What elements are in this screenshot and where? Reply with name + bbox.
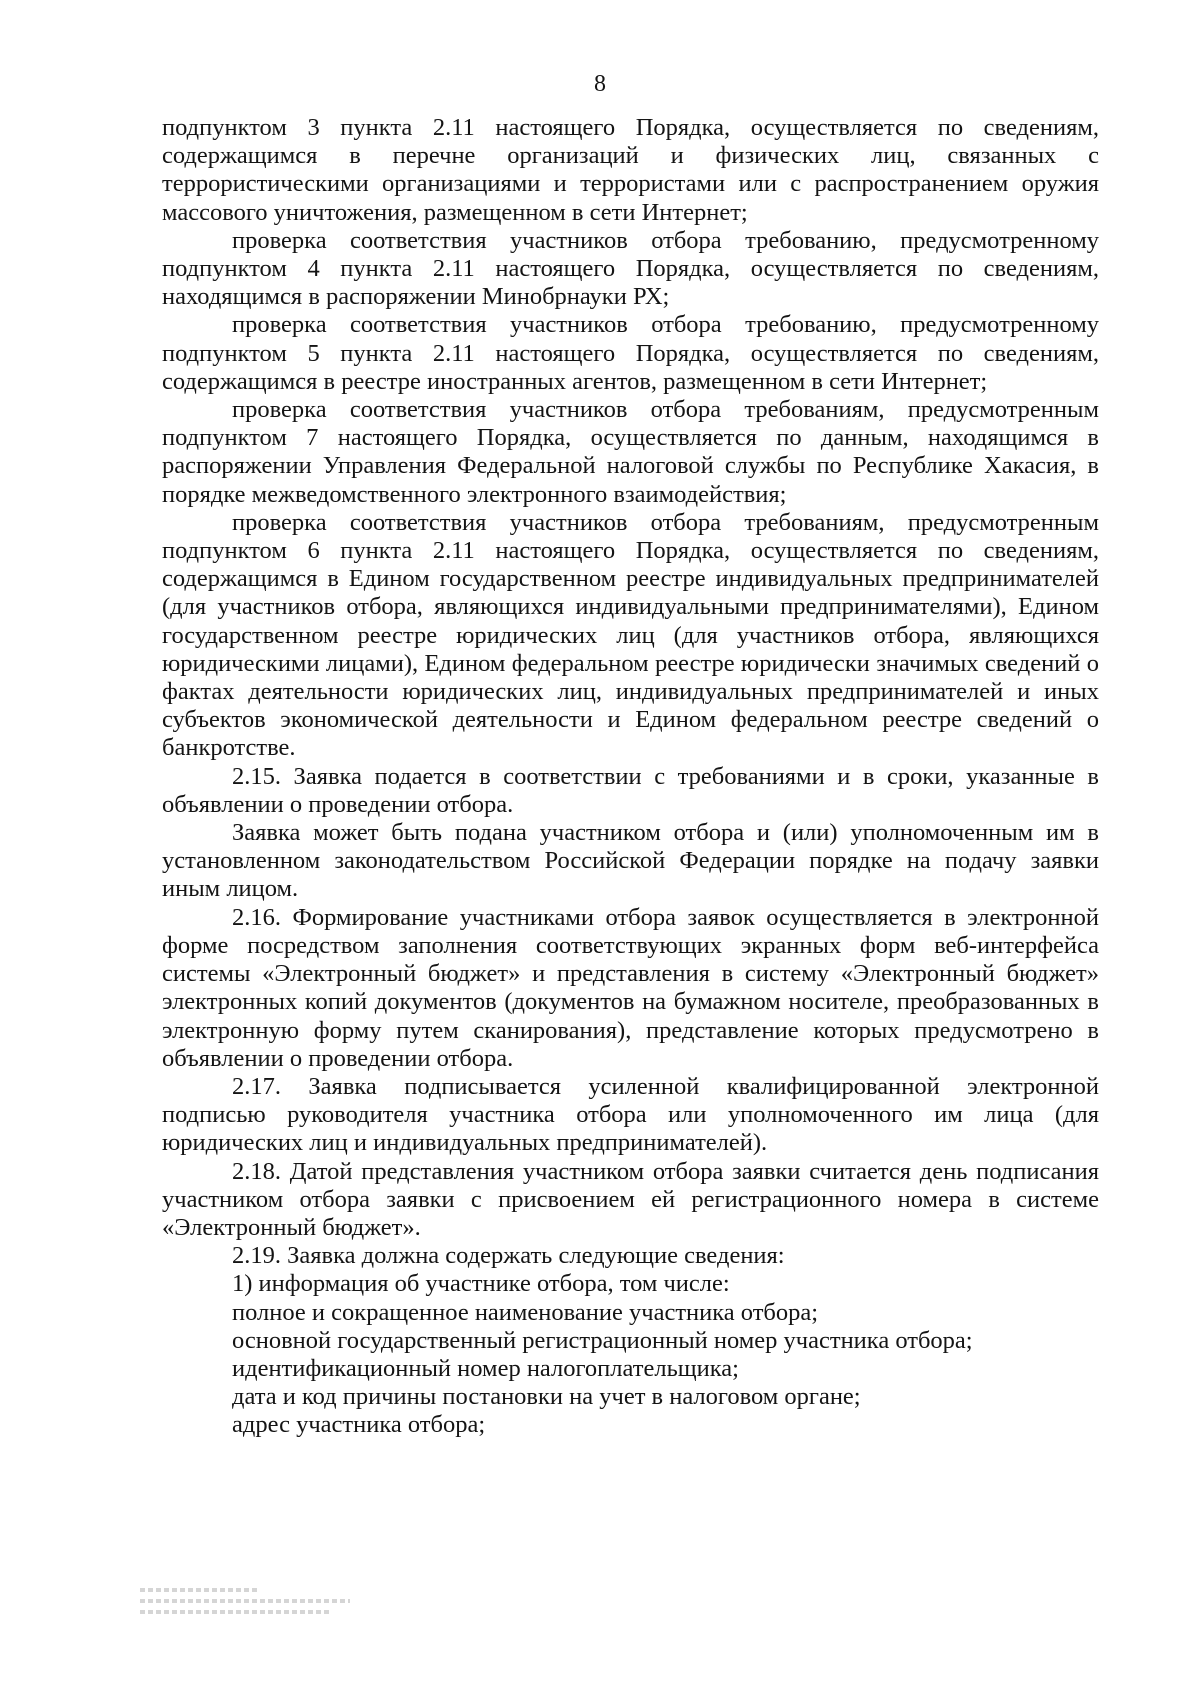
list-item-ogrn: основной государственный регистрационный номер участника отбора; (232, 1326, 973, 1354)
paragraph-application-submitter: Заявка может быть подана участником отбора и (или) уполномоченным им в установленном законодательством Российской Федерации порядке на подачу заявки иным лицом. (162, 819, 1099, 903)
stamp-line (140, 1610, 330, 1614)
faded-stamp (140, 1588, 360, 1644)
paragraph-2-19: 2.19. Заявка должна содержать следующие сведения: (232, 1242, 785, 1270)
paragraph-2-17: 2.17. Заявка подписывается усиленной квалифицированной электронной подписью руководителя участника отбора или уполномоченного им лица (для юридических лиц и индивидуальных предпринимателей). (162, 1072, 1099, 1157)
stamp-line (140, 1599, 350, 1603)
paragraph-2-16: 2.16. Формирование участниками отбора заявок осуществляется в электронной форме посредством заполнения соответствующих экранных форм веб-интерфейса системы «Электронный бюджет» и представления в систему «Электронный бюджет» электронных копий документов (документов на бумажном носителе, преобразованных в электронную форму путем сканирования), представление которых предусмотрено в объявлении о проведении отбора. (162, 903, 1099, 1072)
document-body (162, 114, 1099, 1440)
list-item-participant-info: 1) информация об участнике отбора, том числе: (232, 1270, 730, 1298)
paragraph-check-subitem-4: проверка соответствия участников отбора требованию, предусмотренному подпунктом 4 пункта 2.11 настоящего Порядка, осуществляется по сведениям, находящимся в распоряжении Минобрнауки РХ; (162, 226, 1099, 311)
stamp-line (140, 1588, 260, 1592)
list-item-kpp: дата и код причины постановки на учет в налоговом органе; (232, 1383, 861, 1411)
page-number: 8 (594, 71, 606, 97)
list-item-full-name: полное и сокращенное наименование участника отбора; (232, 1298, 819, 1326)
list-item-address: адрес участника отбора; (232, 1411, 486, 1439)
paragraph-check-subitem-7: проверка соответствия участников отбора требованиям, предусмотренным подпунктом 7 настоящего Порядка, осуществляется по данным, находящимся в распоряжении Управления Федеральной налоговой службы по Республике Хакасия, в порядке межведомственного электронного взаимодействия; (162, 396, 1099, 508)
list-item-inn: идентификационный номер налогоплательщика; (232, 1354, 739, 1382)
paragraph-continuation: подпунктом 3 пункта 2.11 настоящего Порядка, осуществляется по сведениям, содержащимся в перечне организаций и физических лиц, связанных с террористическими организациями и террористами или с распространением оружия массового уничтожения, размещенном в сети Интернет; (162, 114, 1099, 226)
paragraph-check-subitem-6: проверка соответствия участников отбора требованиям, предусмотренным подпунктом 6 пункта 2.11 настоящего Порядка, осуществляется по сведениям, содержащимся в Едином государственном реестре индивидуальных предпринимателей (для участников отбора, являющихся индивидуальными предпринимателями), Едином государственном реестре юридических лиц (для участников отбора, являющихся юридическими лицами), Едином федеральном реестре юридически значимых сведений о фактах деятельности юридических лиц, индивидуальных предпринимателей и иных субъектов экономической деятельности и Едином федеральном реестре сведений о банкротстве. (162, 508, 1099, 762)
paragraph-2-18: 2.18. Датой представления участником отбора заявки считается день подписания участником отбора заявки с присвоением ей регистрационного номера в системе «Электронный бюджет». (162, 1157, 1099, 1241)
paragraph-check-subitem-5: проверка соответствия участников отбора требованию, предусмотренному подпунктом 5 пункта 2.11 настоящего Порядка, осуществляется по сведениям, содержащимся в реестре иностранных агентов, размещенном в сети Интернет; (162, 311, 1099, 395)
paragraph-2-15: 2.15. Заявка подается в соответствии с требованиями и в сроки, указанные в объявлении о проведении отбора. (162, 762, 1099, 818)
